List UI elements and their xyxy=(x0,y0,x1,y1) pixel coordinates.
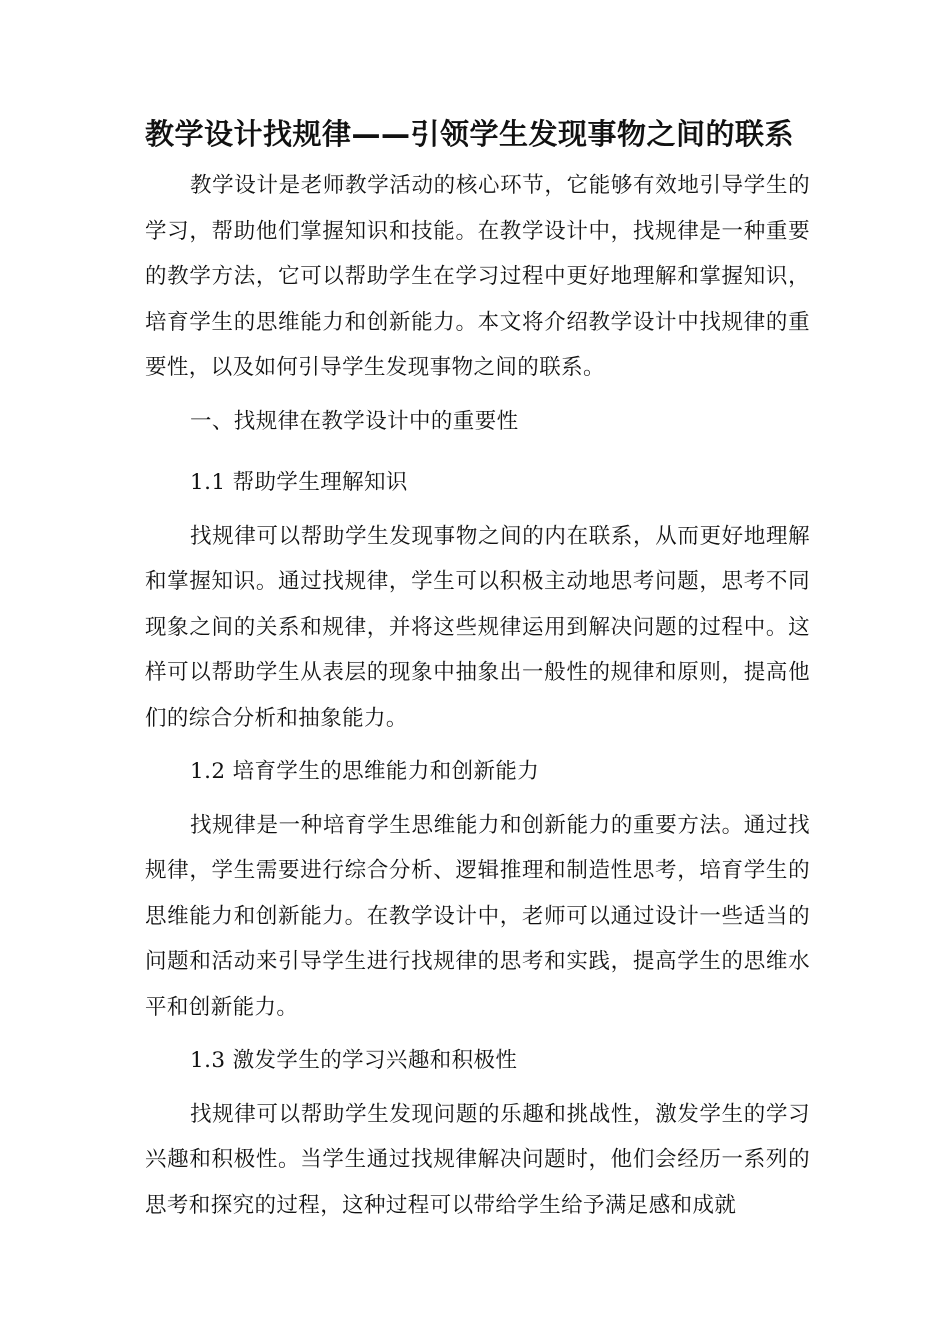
document-title: 教学设计找规律——引领学生发现事物之间的联系 xyxy=(145,117,795,151)
paragraph-1-1: 找规律可以帮助学生发现事物之间的内在联系，从而更好地理解和掌握知识。通过找规律，学生可以积极主动地思考问题，思考不同现象之间的关系和规律，并将这些规律运用到解决问题的过程中。这样可以帮助学生从表层的现象中抽象出一般性的规律和原则，提高他们的综合分析和抽象能力。 xyxy=(145,523,810,731)
subsection-heading-1-3: 1.3 激发学生的学习兴趣和积极性 xyxy=(190,1048,518,1073)
subsection-heading-1-2: 1.2 培育学生的思维能力和创新能力 xyxy=(190,759,540,784)
intro-paragraph: 教学设计是老师教学活动的核心环节，它能够有效地引导学生的学习，帮助他们掌握知识和技能。在教学设计中，找规律是一种重要的教学方法，它可以帮助学生在学习过程中更好地理解和掌握知识，培育学生的思维能力和创新能力。本文将介绍教学设计中找规律的重要性，以及如何引导学生发现事物之间的联系。 xyxy=(145,173,810,380)
subsection-heading-1-1: 1.1 帮助学生理解知识 xyxy=(190,470,408,495)
paragraph-1-3: 找规律可以帮助学生发现问题的乐趣和挑战性，激发学生的学习兴趣和积极性。当学生通过找规律解决问题时，他们会经历一系列的思考和探究的过程，这种过程可以带给学生给予满足感和成就 xyxy=(145,1101,810,1218)
paragraph-1-2: 找规律是一种培育学生思维能力和创新能力的重要方法。通过找规律，学生需要进行综合分析、逻辑推理和制造性思考，培育学生的思维能力和创新能力。在教学设计中，老师可以通过设计一些适当的问题和活动来引导学生进行找规律的思考和实践，提高学生的思维水平和创新能力。 xyxy=(145,812,810,1020)
section-heading-1: 一、找规律在教学设计中的重要性 xyxy=(190,408,519,434)
document-body xyxy=(145,112,810,1228)
